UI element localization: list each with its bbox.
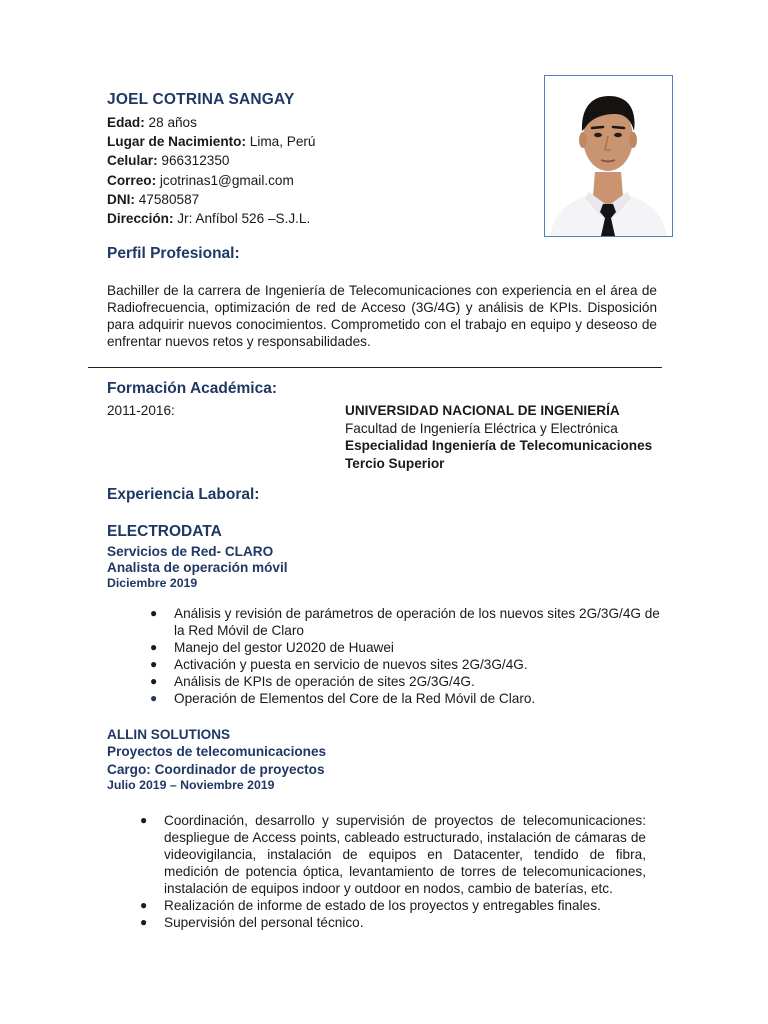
candidate-name: JOEL COTRINA SANGAY <box>107 91 295 108</box>
list-item: ● Análisis de KPIs de operación de sites 2G/3G/4G. <box>150 674 475 689</box>
list-item: ● Supervisión del personal técnico. <box>140 915 364 930</box>
list-item: ● Manejo del gestor U2020 de Huawei <box>150 640 394 655</box>
bullet-icon: ● <box>150 657 158 671</box>
faculty-name: Facultad de Ingeniería Eléctrica y Electrónica <box>345 420 618 436</box>
formacion-heading: Formación Académica: <box>107 380 277 397</box>
bullet-icon: ● <box>150 606 158 620</box>
job-1-bullets <box>150 605 664 707</box>
job-2-date: Julio 2019 – Noviembre 2019 <box>107 778 275 792</box>
address-row: Dirección: Jr: Anfíbol 526 –S.J.L. <box>107 211 311 227</box>
list-item: ● Coordinación, desarrollo y supervisión de proyectos de telecomunicaciones: despliegue de Access points, cableado estructurado, instalación de cámaras de videovigilancia, instalación de equipos en Datacenter, tendido de fibra, medición de potencia óptica, levantamiento de torres de telecomunicaciones, instalación de equipos indoor y outdoor en nodos, cambio de baterías, etc. <box>140 813 646 896</box>
email-row: Correo: jcotrinas1@gmail.com <box>107 172 294 188</box>
specialty-name: Especialidad Ingeniería de Telecomunicaciones <box>345 438 653 453</box>
perfil-heading: Perfil Profesional: <box>107 245 240 262</box>
portrait-illustration <box>545 76 672 236</box>
university-name: UNIVERSIDAD NACIONAL DE INGENIERÍA <box>345 403 620 418</box>
list-item: ● Realización de informe de estado de los proyectos y entregables finales. <box>140 898 601 913</box>
job-2-area: Proyectos de telecomunicaciones <box>107 744 327 759</box>
job-2-role: Cargo: Coordinador de proyectos <box>107 762 325 777</box>
perfil-text: Bachiller de la carrera de Ingeniería de Telecomunicaciones con experiencia en el área de Radiofrecuencia, optimización de red de Acceso (3G/4G) y análisis de KPIs. Disposición para adquirir nuevos conocimientos. Comprometido con el trabajo en equipo y deseoso de enfrentar nuevos retos y responsabilidades. <box>107 283 657 349</box>
experiencia-heading: Experiencia Laboral: <box>107 486 260 503</box>
job-1-company: ELECTRODATA <box>107 523 222 540</box>
bullet-icon: ● <box>150 674 158 688</box>
university-block <box>345 402 652 472</box>
bullet-icon: ● <box>140 813 148 827</box>
bullet-icon: ● <box>140 915 148 929</box>
job-2-bullets <box>140 812 646 931</box>
birthplace-row: Lugar de Nacimiento: Lima, Perú <box>107 134 316 150</box>
age-row: Edad: 28 años <box>107 115 197 130</box>
list-item: ● Operación de Elementos del Core de la Red Móvil de Claro. <box>150 691 536 706</box>
bullet-icon: ● <box>150 691 158 705</box>
list-item: ● Activación y puesta en servicio de nuevos sites 2G/3G/4G. <box>150 657 528 672</box>
study-period: 2011-2016: <box>107 403 175 418</box>
personal-info <box>107 113 316 228</box>
academic-rank: Tercio Superior <box>345 455 445 471</box>
job-1-date: Diciembre 2019 <box>107 576 198 590</box>
list-item: ● Análisis y revisión de parámetros de operación de los nuevos sites 2G/3G/4G de la Red Móvil de Claro <box>150 606 660 638</box>
job-2-company: ALLIN SOLUTIONS <box>107 727 231 742</box>
dni-row: DNI: 47580587 <box>107 191 200 207</box>
bullet-icon: ● <box>150 640 158 654</box>
phone-row: Celular: 966312350 <box>107 153 230 169</box>
job-1-area: Servicios de Red- CLARO <box>107 544 274 559</box>
profile-photo <box>544 75 673 237</box>
section-divider <box>88 367 662 368</box>
bullet-icon: ● <box>140 898 148 912</box>
job-1-role: Analista de operación móvil <box>107 560 288 575</box>
